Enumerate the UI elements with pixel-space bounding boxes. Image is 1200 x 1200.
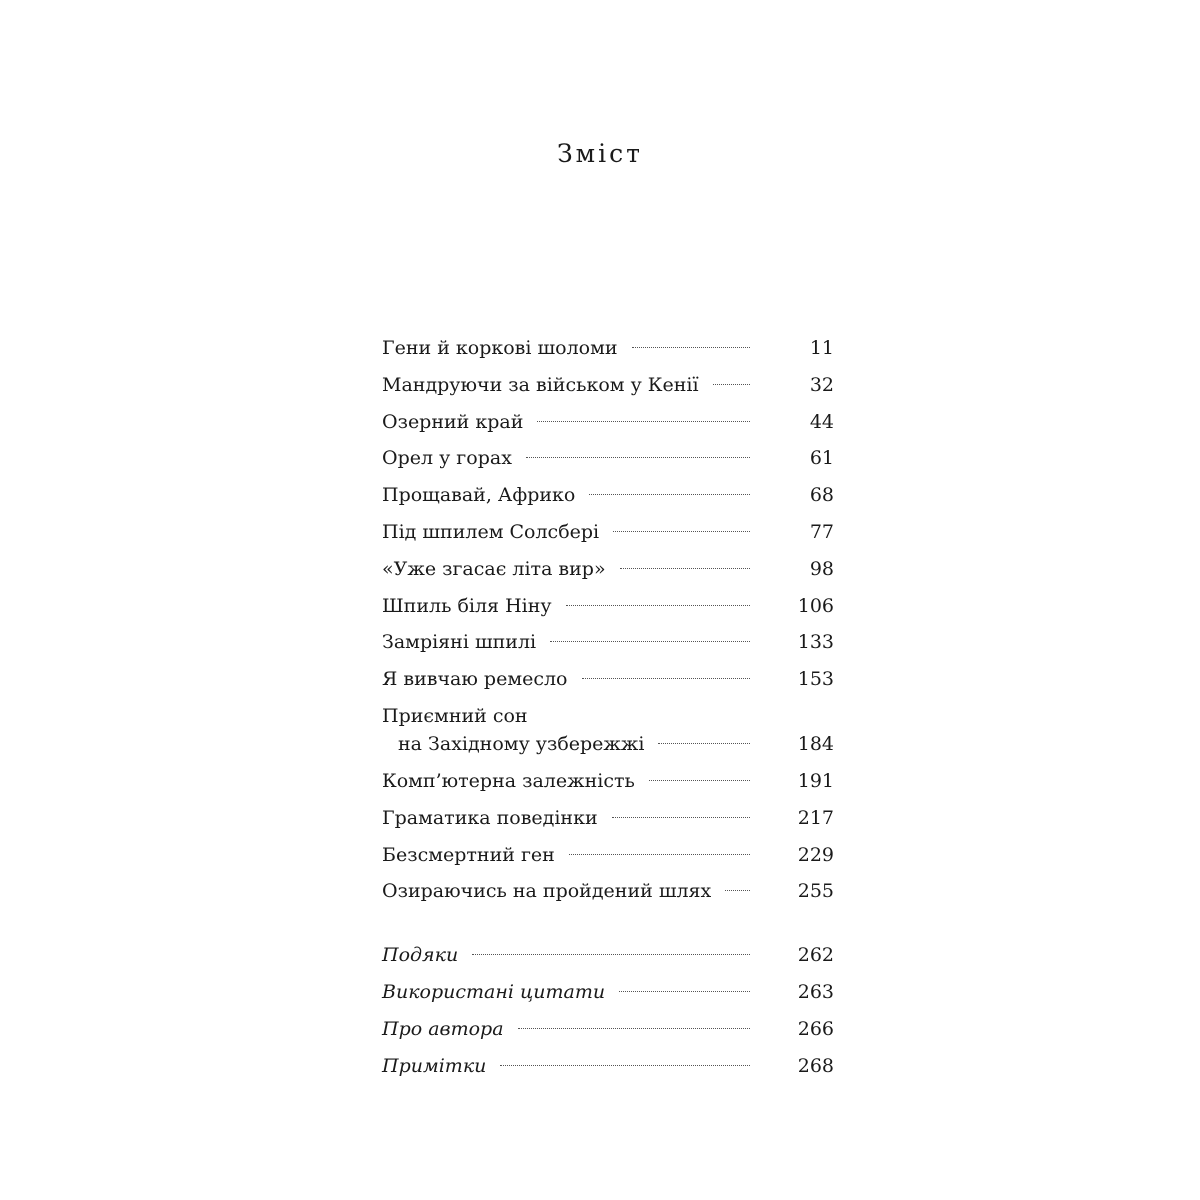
dot-leader — [472, 954, 750, 955]
toc-entry[interactable] — [382, 551, 834, 588]
toc-entry[interactable] — [382, 404, 834, 441]
page-title: Зміст — [557, 139, 643, 168]
dot-leader — [620, 568, 750, 569]
toc-entry[interactable] — [382, 330, 834, 367]
dot-leader — [518, 1028, 750, 1029]
entry-title: Орел у горах — [382, 447, 512, 470]
entry-title: Безсмертний ген — [382, 843, 555, 866]
dot-leader — [613, 531, 750, 532]
entry-title: Комп’ютерна залежність — [382, 769, 635, 792]
entry-title: Мандруючи за військом у Кенії — [382, 373, 699, 396]
dot-leader — [713, 384, 750, 385]
toc-appendix-entry[interactable] — [382, 974, 834, 1011]
toc-entry[interactable] — [382, 514, 834, 551]
page-number: 191 — [797, 769, 834, 792]
entry-title: Використані цитати — [382, 980, 606, 1003]
entry-title: Граматика поведінки — [382, 806, 598, 829]
entry-title: «Уже згасає літа вир» — [382, 557, 606, 580]
dot-leader — [658, 743, 750, 744]
entry-title: Примітки — [382, 1054, 487, 1077]
dot-leader — [526, 457, 750, 458]
section-spacer — [382, 910, 834, 937]
entry-title: Озерний край — [382, 410, 524, 433]
toc-appendix-entry[interactable] — [382, 937, 834, 974]
page-number: 11 — [809, 337, 834, 359]
toc-entry[interactable] — [382, 837, 834, 874]
entry-title-line2: на Західному узбережжі — [398, 732, 645, 755]
page-number: 68 — [809, 484, 834, 507]
entry-title: Шпиль біля Ніну — [382, 594, 552, 617]
toc-entry[interactable] — [382, 698, 834, 763]
page-number: 217 — [797, 806, 834, 829]
table-of-contents — [382, 330, 834, 1084]
toc-entry[interactable] — [382, 624, 834, 661]
dot-leader — [566, 605, 750, 606]
entry-title: Замріяні шпилі — [382, 631, 537, 654]
toc-entry[interactable] — [382, 588, 834, 625]
page-number: 263 — [797, 980, 834, 1003]
dot-leader — [612, 817, 750, 818]
entry-title: Я вивчаю ремесло — [382, 668, 568, 691]
page-number: 98 — [809, 557, 834, 580]
dot-leader — [589, 494, 750, 495]
toc-entry[interactable] — [382, 367, 834, 404]
entry-title-line1: Приємний сон — [382, 704, 528, 727]
dot-leader — [537, 421, 750, 422]
dot-leader — [500, 1065, 750, 1066]
page-number: 262 — [797, 944, 834, 967]
page-number: 133 — [797, 631, 834, 654]
page-number: 268 — [797, 1054, 834, 1077]
page-number: 255 — [797, 880, 834, 903]
entry-title: Озираючись на пройдений шлях — [382, 880, 712, 903]
page-number: 229 — [797, 843, 834, 866]
page-number: 106 — [797, 594, 834, 617]
page-number: 44 — [809, 410, 834, 433]
dot-leader — [569, 854, 750, 855]
entry-title: Під шпилем Солсбері — [382, 520, 600, 543]
toc-entry[interactable] — [382, 477, 834, 514]
toc-entry[interactable] — [382, 661, 834, 698]
entry-title: Про автора — [382, 1017, 504, 1040]
page-number: 77 — [809, 520, 834, 543]
dot-leader — [619, 991, 750, 992]
toc-appendix-entry[interactable] — [382, 1048, 834, 1085]
entry-title: Подяки — [382, 944, 459, 967]
dot-leader — [582, 678, 751, 679]
dot-leader — [632, 347, 750, 348]
toc-entry[interactable] — [382, 873, 834, 910]
toc-entry[interactable] — [382, 800, 834, 837]
dot-leader — [550, 641, 750, 642]
page-number: 184 — [797, 732, 834, 755]
toc-entry[interactable] — [382, 440, 834, 477]
entry-title: Прощавай, Африко — [382, 484, 576, 507]
dot-leader — [725, 890, 750, 891]
page-number: 32 — [809, 373, 834, 396]
toc-appendix-entry[interactable] — [382, 1011, 834, 1048]
dot-leader — [649, 780, 750, 781]
page-number: 61 — [809, 447, 834, 470]
page-number: 266 — [797, 1017, 834, 1040]
entry-title: Гени й коркові шоломи — [382, 337, 618, 359]
toc-entry[interactable] — [382, 763, 834, 800]
page-number: 153 — [797, 668, 834, 691]
